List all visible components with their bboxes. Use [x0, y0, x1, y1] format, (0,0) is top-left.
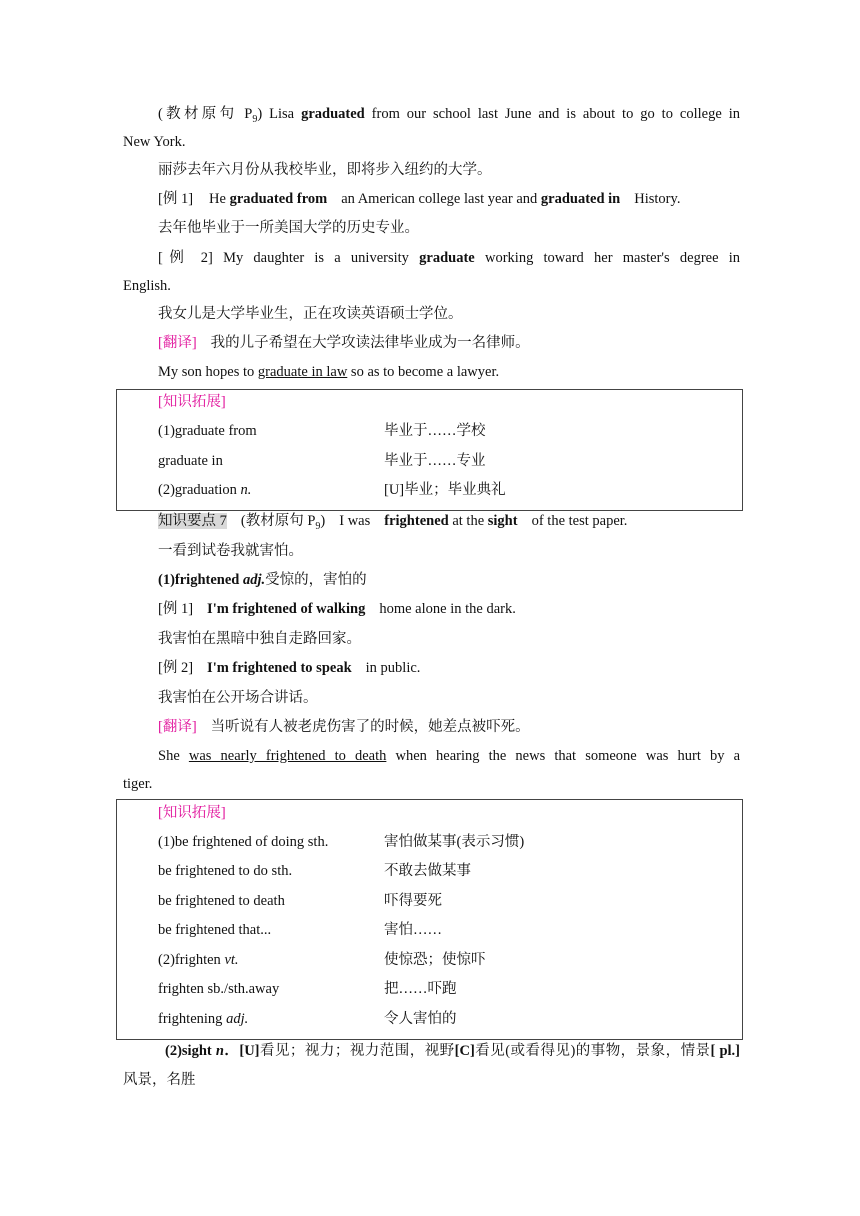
box-row: (1)be frightened of doing sth. 害怕做某事(表示习惯) — [158, 834, 525, 850]
example-4: [例 2] I'm frightened to speak in public. — [158, 660, 421, 676]
example-2-translation: 我女儿是大学毕业生，正在攻读英语硕士学位。 — [158, 306, 463, 322]
translation-text: 丽莎去年六月份从我校毕业，即将步入纽约的大学。 — [158, 162, 492, 178]
box-title: [知识拓展] — [158, 394, 226, 410]
box-row: (1)graduate from 毕业于……学校 — [158, 423, 486, 439]
knowledge-point-translation: 一看到试卷我就害怕。 — [158, 543, 303, 559]
example-4-translation: 我害怕在公开场合讲话。 — [158, 690, 318, 706]
translate-prompt: [翻译] 我的儿子希望在大学攻读法律毕业成为一名律师。 — [158, 335, 530, 351]
box-row: graduate in 毕业于……专业 — [158, 453, 486, 469]
example-1-translation: 去年他毕业于一所美国大学的历史专业。 — [158, 220, 419, 236]
box-row: frighten sb./sth.away 把……吓跑 — [158, 981, 457, 997]
knowledge-point-7: 知识要点 7 (教材原句 $P_9$) I was frightened at the sight of the test paper. — [158, 513, 628, 532]
word-heading-sight: (2)sight n．[U]看见；视力；视力范围，视野[C]看见(或看得见)的事物，景象，情景[ pl.] — [165, 1043, 741, 1059]
translate-answer-wrap: tiger. — [123, 776, 153, 792]
translate-label: [翻译] — [158, 719, 197, 735]
example-sentence-wrap: New York. — [123, 134, 186, 150]
box-row: be frightened to do sth. 不敢去做某事 — [158, 863, 471, 879]
example-3-translation: 我害怕在黑暗中独自走路回家。 — [158, 631, 361, 647]
example-3: [例 1] I'm frightened of walking home alone in the dark. — [158, 601, 516, 617]
translate-answer: My son hopes to graduate in law so as to become a lawyer. — [158, 364, 500, 380]
example-sentence: (教材原句 $P_9$) Lisa graduated from our school last June and is about to go to college in — [158, 106, 740, 125]
word-heading-sight-wrap: 风景，名胜 — [123, 1072, 196, 1088]
knowledge-extension-box — [116, 389, 743, 511]
example-2-wrap: English. — [123, 278, 171, 294]
translate-prompt: [翻译] 当听说有人被老虎伤害了的时候，她差点被吓死。 — [158, 719, 530, 735]
box-row: (2)graduation n. [U]毕业；毕业典礼 — [158, 482, 506, 498]
box-row: frightening adj. 令人害怕的 — [158, 1011, 457, 1027]
knowledge-point-tag: 知识要点 7 — [158, 513, 227, 529]
word-heading-frightened: (1)frightened adj.受惊的，害怕的 — [158, 572, 367, 588]
box-row: be frightened that... 害怕…… — [158, 922, 442, 938]
box-row: (2)frighten vt. 使惊恐；使惊吓 — [158, 952, 486, 968]
box-row: be frightened to death 吓得要死 — [158, 893, 442, 909]
example-1: [例 1] He graduated from an American college last year and graduated in History. — [158, 191, 681, 207]
translate-answer: She was nearly frightened to death when hearing the news that someone was hurt by a — [158, 748, 741, 764]
box-title: [知识拓展] — [158, 805, 226, 821]
translate-label: [翻译] — [158, 335, 197, 351]
example-2: [例 2] My daughter is a university graduate working toward her master's degree in — [158, 250, 741, 266]
knowledge-extension-box — [116, 799, 743, 1040]
